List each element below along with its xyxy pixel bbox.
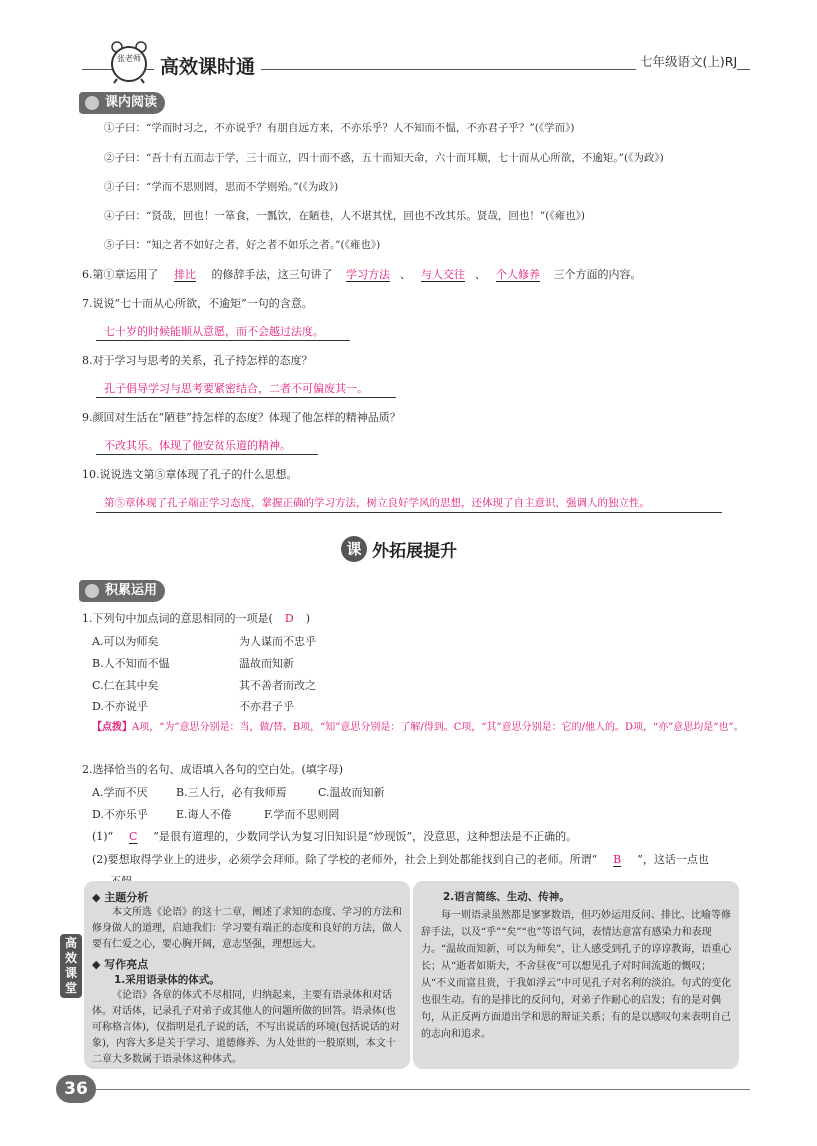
section-tab-label-2: 积累运用 (105, 583, 158, 598)
alarm-clock-logo-icon (107, 40, 151, 84)
q2-s2-post: ”，这话一点也 (637, 853, 709, 866)
side-tab (60, 934, 82, 998)
q1-stem (82, 610, 310, 626)
answer-9: 不改其乐。体现了他安贫乐道的精神。 (104, 439, 291, 452)
analysis-box-right (413, 881, 739, 1069)
q1-option-b-right: 温故而知新 (239, 657, 294, 670)
q1-option-c-left: C.仁在其中矣 (92, 679, 159, 692)
q1-option-a-left: A.可以为师矣 (92, 635, 159, 648)
tip-label: 【点拨】 (92, 722, 132, 733)
q2-opt-b: B.三人行，必有我师焉 (176, 786, 287, 799)
answer-7-line (96, 340, 350, 341)
theme-heading: ◆ 主题分析 (92, 891, 149, 904)
q1-option-d-left: D.不亦说乎 (92, 700, 148, 713)
brand-title: 高效课时通 (154, 52, 261, 79)
q1-option-b-left: B.人不知而不愠 (92, 657, 170, 670)
writing-text-1: 《论语》各章的体式不尽相同，归纳起来，主要有语录体和对话体。对话体，记录孔子对弟子或其他人的问题所做的回答。语录体(也可称格言体)，仅指明是孔子说的话，不写出说话的环境(包括说话的对象)，内容大多是关于学习、道德修养、为人处世的一般原则，本文十二章大多数属于语录体这种体式。 (92, 990, 400, 1065)
q1-option-a-right: 为人谋而不忠乎 (239, 635, 316, 648)
section-tab-label: 课内阅读 (105, 95, 158, 110)
writing-sub-2: 2.语言简练、生动、传神。 (443, 891, 570, 903)
analysis-box-left (84, 881, 410, 1069)
q2-opt-e: E.诲人不倦 (176, 808, 232, 821)
q6-post: 三个方面的内容。 (553, 268, 642, 281)
q1-stem-text: 1.下列句中加点词的意思相同的一项是( (82, 612, 273, 625)
q6-answer-3: 与人交往 (421, 268, 465, 281)
section-tab-accumulate (79, 580, 165, 602)
q2-s1-post: ”是很有道理的，少数同学认为复习旧知识是“炒现饭”，没意思，这种想法是不正确的。 (153, 830, 578, 843)
q2-opt-c: C.温故而知新 (318, 786, 385, 799)
question-10: 10.说说选文第⑤章体现了孔子的什么思想。 (82, 468, 298, 481)
subject-label: 七年级语文(上)RJ (636, 52, 737, 70)
quote-3: ③子曰：“学而不思则罔，思而不学则殆。”(《为政》) (104, 181, 339, 193)
answer-9-line (96, 454, 318, 455)
writing-heading: ◆ 写作亮点 (92, 958, 149, 971)
answer-10-line (96, 512, 722, 513)
answer-8: 孔子倡导学习与思考要紧密结合，二者不可偏废其一。 (104, 382, 368, 395)
q1-answer: D (284, 612, 294, 625)
answer-7: 七十岁的时候能顺从意愿，而不会越过法度。 (104, 325, 324, 338)
q6-sep-1: 、 (400, 268, 411, 281)
q1-stem-close: ) (305, 612, 311, 625)
tip-text: A项，“为”意思分别是：当，做/替。B项，“知”意思分别是：了解/得到。C项，“其”意思分别是：它的/他人的。D项，“亦”意思均是“也”。 (132, 722, 744, 733)
page-number: 36 (64, 1079, 88, 1099)
answer-8-line (96, 397, 396, 398)
answer-10: 第⑤章体现了孔子端正学习态度，掌握正确的学习方法，树立良好学风的思想，还体现了自主意识，强调人的独立性。 (104, 497, 650, 509)
theme-text: 本文所选《论语》的这十二章，阐述了求知的态度、学习的方法和修身做人的道理，启迪我们：学习要有端正的态度和良好的方法，做人要有仁爱之心，要心胸开阔，意志坚强，理想远大。 (92, 907, 402, 950)
side-tab-label: 高效课堂 (64, 936, 77, 995)
question-9: 9.颜回对生活在“陋巷”持怎样的态度？体现了他怎样的精神品质？ (82, 411, 401, 424)
q2-opt-f: F.学而不思则罔 (264, 808, 340, 821)
banner-circle-char: 课 (341, 536, 367, 562)
q2-s2-answer: B (613, 853, 622, 866)
q6-answer-1: 排比 (174, 268, 196, 281)
writing-text-2: 每一则语录虽然都是寥寥数语，但巧妙运用反问、排比、比喻等修辞手法，以及“乎”“矣”“也”等语气词，表情达意富有感染力和表现力。“温故而知新，可以为师矣”，让人感受到孔子的谆谆教诲，语重心长；从“逝者如斯夫，不舍昼夜”可以想见孔子对时间流逝的慨叹；从“不义而富且贵，于我如浮云”中可见孔子对名利的淡泊。句式的变化也很生动。有的是排比的反问句，对弟子作耐心的启发；有的是对偶句，从正反两方面道出学和思的辩证关系；有的是以感叹句来表明自己的志向和追求。 (421, 910, 732, 1040)
q6-answer-4: 个人修养 (496, 268, 540, 281)
q2-opt-d: D.不亦乐乎 (92, 808, 148, 821)
quote-1: ①子曰：“学而时习之，不亦说乎？有朋自远方来，不亦乐乎？人不知而不愠，不亦君子乎？”(《学而》) (104, 122, 575, 134)
quote-4: ④子曰：“贤哉，回也！一箪食，一瓢饮，在陋巷，人不堪其忧，回也不改其乐。贤哉，回也！”(《雍也》) (104, 210, 585, 222)
question-6 (82, 266, 642, 282)
q2-s2-pre: (2)要想取得学业上的进步，必须学会拜师。除了学校的老师外，社会上到处都能找到自己的老师。所谓“ (92, 853, 598, 866)
q2-stem: 2.选择恰当的名句、成语填入各句的空白处。(填字母) (82, 763, 344, 776)
q1-tip (92, 717, 744, 738)
q1-option-c-right: 其不善者而改之 (239, 679, 316, 692)
q6-mid: 的修辞手法，这三句讲了 (211, 268, 333, 281)
q2-sentence-2 (92, 851, 709, 867)
question-7: 7.说说“七十而从心所欲，不逾矩”一句的含意。 (82, 297, 313, 310)
q6-answer-2: 学习方法 (346, 268, 390, 281)
extension-banner (341, 536, 457, 564)
q2-s1-answer: C (129, 830, 138, 843)
quote-2: ②子曰：“吾十有五而志于学，三十而立，四十而不惑，五十而知天命，六十而耳顺，七十而从心所欲，不逾矩。”(《为政》) (104, 152, 664, 164)
q2-sentence-1 (92, 828, 577, 844)
writing-sub-1: 1.采用语录体的体式。 (114, 974, 220, 986)
quote-5: ⑤子曰：“知之者不如好之者，好之者不如乐之者。”(《雍也》) (104, 239, 381, 251)
q2-opt-a: A.学而不厌 (92, 786, 148, 799)
section-tab-reading (79, 92, 165, 114)
clock-text: 张老师 (117, 54, 141, 63)
q1-option-d-right: 不亦君子乎 (239, 700, 294, 713)
q2-s1-pre: (1)“ (92, 830, 114, 843)
q6-pre: 6.第①章运用了 (82, 268, 159, 281)
q6-sep-2: 、 (475, 268, 486, 281)
footer-line (96, 1089, 750, 1090)
page-number-badge (56, 1075, 96, 1103)
question-8: 8.对于学习与思考的关系，孔子持怎样的态度？ (82, 354, 313, 367)
banner-title: 外拓展提升 (372, 541, 458, 562)
